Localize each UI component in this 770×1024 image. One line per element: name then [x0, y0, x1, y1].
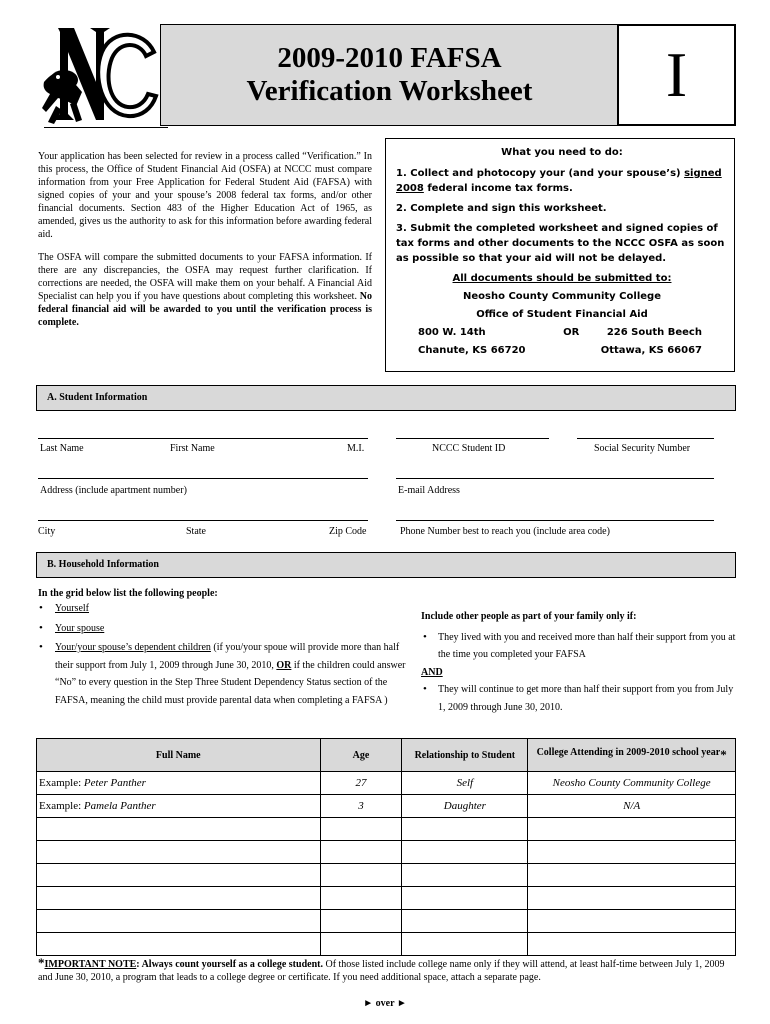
age-cell[interactable]: [320, 818, 402, 841]
col-full-name: Full Name: [37, 739, 321, 772]
title-banner: [160, 24, 618, 126]
step-1: [396, 166, 728, 196]
example-prefix: Example:: [39, 800, 82, 812]
household-list: [38, 600, 418, 709]
example-age: 27: [320, 772, 402, 795]
logo-divider: [44, 127, 168, 128]
form-letter: I: [617, 24, 736, 126]
relationship-cell[interactable]: [402, 818, 528, 841]
ottawa-city: Ottawa, KS 66067: [600, 345, 702, 356]
age-cell[interactable]: [320, 864, 402, 887]
children-condition-2: if the children could answer “No” to every question in the Step Three Student Dependency Status section of the FAFSA, meaning the child must provide parental data when completing a FAFSA ): [55, 659, 406, 706]
college-cell[interactable]: [528, 933, 736, 956]
table-row: [37, 864, 736, 887]
section-a-header: A. Student Information: [36, 385, 736, 411]
student-id-label: NCCC Student ID: [432, 443, 506, 454]
table-row: [37, 795, 736, 818]
age-cell[interactable]: [320, 910, 402, 933]
col-age: Age: [320, 739, 402, 772]
over-indicator: ► over ►: [363, 998, 407, 1009]
relationship-cell[interactable]: [402, 910, 528, 933]
college-cell[interactable]: [528, 864, 736, 887]
title-line-2: Verification Worksheet: [246, 75, 533, 107]
instructions-heading: What you need to do:: [501, 147, 623, 158]
first-name-label: First Name: [170, 443, 215, 454]
col-college: [528, 739, 736, 772]
col-college-text: College Attending in 2009-2010 school year: [536, 747, 721, 758]
ssn-label: Social Security Number: [594, 443, 691, 454]
address-city-row: [396, 343, 728, 358]
intro-text: [38, 150, 372, 339]
example-college: N/A: [528, 795, 736, 818]
intro-paragraph-1: Your application has been selected for review in a process called “Verification.” In this process, the Office of Student Financial Aid (OSFA) at NCCC must compare information from your Free Application for Federal Student Aid (FAFSA) with signed copies of your and your spouse’s 2008 federal tax forms, and/or other financial documents. Section 483 of the Higher Education Act of 1965, as amended, gives us the authority to ask for this information before awarding federal aid.: [38, 151, 372, 240]
list-item-children: [38, 639, 418, 709]
name-cell[interactable]: [37, 841, 321, 864]
age-cell[interactable]: [320, 933, 402, 956]
include-list: [421, 629, 736, 664]
submit-heading: All documents should be submitted to:: [452, 273, 672, 284]
section-b-header: B. Household Information: [36, 552, 736, 578]
table-row: [37, 818, 736, 841]
example-name: Pamela Panther: [83, 800, 156, 812]
email-label: E-mail Address: [398, 485, 460, 496]
important-note-label: [38, 955, 323, 970]
relationship-cell[interactable]: [402, 933, 528, 956]
student-id-line[interactable]: [396, 438, 549, 439]
household-list-heading: In the grid below list the following people:: [38, 588, 218, 599]
ssn-line[interactable]: [577, 438, 714, 439]
example-name-cell: [37, 795, 321, 818]
relationship-cell[interactable]: [402, 864, 528, 887]
address-street-row: [396, 325, 728, 340]
name-cell[interactable]: [37, 864, 321, 887]
important-note: [38, 956, 738, 984]
note-label-text: IMPORTANT NOTE: [44, 959, 137, 970]
include-item-2: • They will continue to get more than half their support from you from July 1, 2009 through June 30, 2010.: [421, 681, 736, 716]
include-list-2: [421, 681, 736, 716]
state-label: State: [186, 526, 206, 537]
note-text: Of those listed include college name only if they will attend, at least half-time between July 1, 2009 and June 30, 2010, a program that leads to a college degree or certificate. If you need additional space, attach a separate page.: [38, 959, 725, 983]
note-bold-text: : Always count yourself as a college student.: [136, 959, 323, 970]
example-name: Peter Panther: [83, 777, 146, 789]
age-cell[interactable]: [320, 841, 402, 864]
name-cell[interactable]: [37, 818, 321, 841]
phone-line[interactable]: [396, 520, 714, 521]
children-text: Your/your spouse’s dependent children: [55, 642, 211, 653]
college-cell[interactable]: [528, 887, 736, 910]
table-row: [37, 887, 736, 910]
office-name: Office of Student Financial Aid: [476, 309, 648, 320]
spouse-text: Your spouse: [55, 622, 105, 634]
relationship-cell[interactable]: [402, 887, 528, 910]
name-cell[interactable]: [37, 933, 321, 956]
city-label: City: [38, 526, 56, 537]
title-line-1: 2009-2010 FAFSA: [277, 41, 502, 74]
step-1-underlined: signed 2008: [396, 168, 722, 194]
col-college-star: *: [720, 747, 727, 762]
phone-label: Phone Number best to reach you (include area code): [400, 526, 610, 537]
example-prefix: Example:: [39, 777, 82, 789]
name-cell[interactable]: [37, 910, 321, 933]
include-others: [421, 608, 736, 716]
list-item-yourself: [38, 600, 418, 618]
list-item-spouse: [38, 620, 418, 638]
address-label: Address (include apartment number): [40, 485, 187, 496]
college-cell[interactable]: [528, 910, 736, 933]
name-line[interactable]: [38, 438, 368, 439]
age-cell[interactable]: [320, 887, 402, 910]
example-name-cell: [37, 772, 321, 795]
children-or: OR: [276, 659, 292, 671]
intro-warning: No federal financial aid will be awarded to you until the verification process is complete.: [38, 291, 373, 328]
children-condition: (if you/your spoue will provide more than half their support from July 1, 2009 through June 30, 2010,: [55, 642, 400, 671]
example-relationship: Self: [402, 772, 528, 795]
household-table: [36, 738, 736, 956]
include-item-1: • They lived with you and received more than half their support from you at the time you completed your FAFSA: [421, 629, 736, 664]
instructions-box: [385, 138, 735, 372]
college-logo: [36, 22, 162, 128]
note-star: *: [38, 955, 45, 970]
table-row: [37, 933, 736, 956]
last-name-label: Last Name: [40, 443, 84, 454]
email-line[interactable]: [396, 478, 714, 479]
zip-label: Zip Code: [329, 526, 367, 537]
chanute-street: 800 W. 14th: [418, 327, 486, 338]
step-2: 2. Complete and sign this worksheet.: [396, 203, 607, 214]
intro-paragraph-2-text: The OSFA will compare the submitted documents to your FAFSA information. If there are any discrepancies, the OSFA may request further clarification. If corrections are needed, the OSFA will make them on your behalf. A Financial Aid Specialist can help you if you have questions about completing this worksheet.: [38, 252, 372, 302]
step-1-text-end: federal income tax forms.: [427, 183, 573, 194]
address-or: OR: [563, 327, 580, 338]
col-relationship: Relationship to Student: [402, 739, 528, 772]
example-age: 3: [320, 795, 402, 818]
step-3: 3. Submit the completed worksheet and signed copies of tax forms and other documents to the NCCC OSFA as soon as possible so that your aid will not be delayed.: [396, 223, 725, 264]
table-header-row: [37, 739, 736, 772]
include-heading: Include other people as part of your family only if:: [421, 611, 637, 622]
college-name: Neosho County Community College: [463, 291, 661, 302]
city-line[interactable]: [38, 520, 368, 521]
college-cell[interactable]: [528, 841, 736, 864]
yourself-text: Yourself: [55, 603, 89, 614]
college-cell[interactable]: [528, 818, 736, 841]
example-college: Neosho County Community College: [528, 772, 736, 795]
include-and: AND: [421, 666, 443, 678]
table-row: [37, 841, 736, 864]
mi-label: M.I.: [347, 443, 365, 454]
ottawa-street: 226 South Beech: [606, 327, 702, 338]
relationship-cell[interactable]: [402, 841, 528, 864]
step-1-text: 1. Collect and photocopy your (and your spouse’s): [396, 168, 681, 179]
example-relationship: Daughter: [402, 795, 528, 818]
address-line[interactable]: [38, 478, 368, 479]
table-row: [37, 772, 736, 795]
chanute-city: Chanute, KS 66720: [418, 345, 526, 356]
table-row: [37, 910, 736, 933]
intro-paragraph-2: [38, 251, 372, 329]
name-cell[interactable]: [37, 887, 321, 910]
